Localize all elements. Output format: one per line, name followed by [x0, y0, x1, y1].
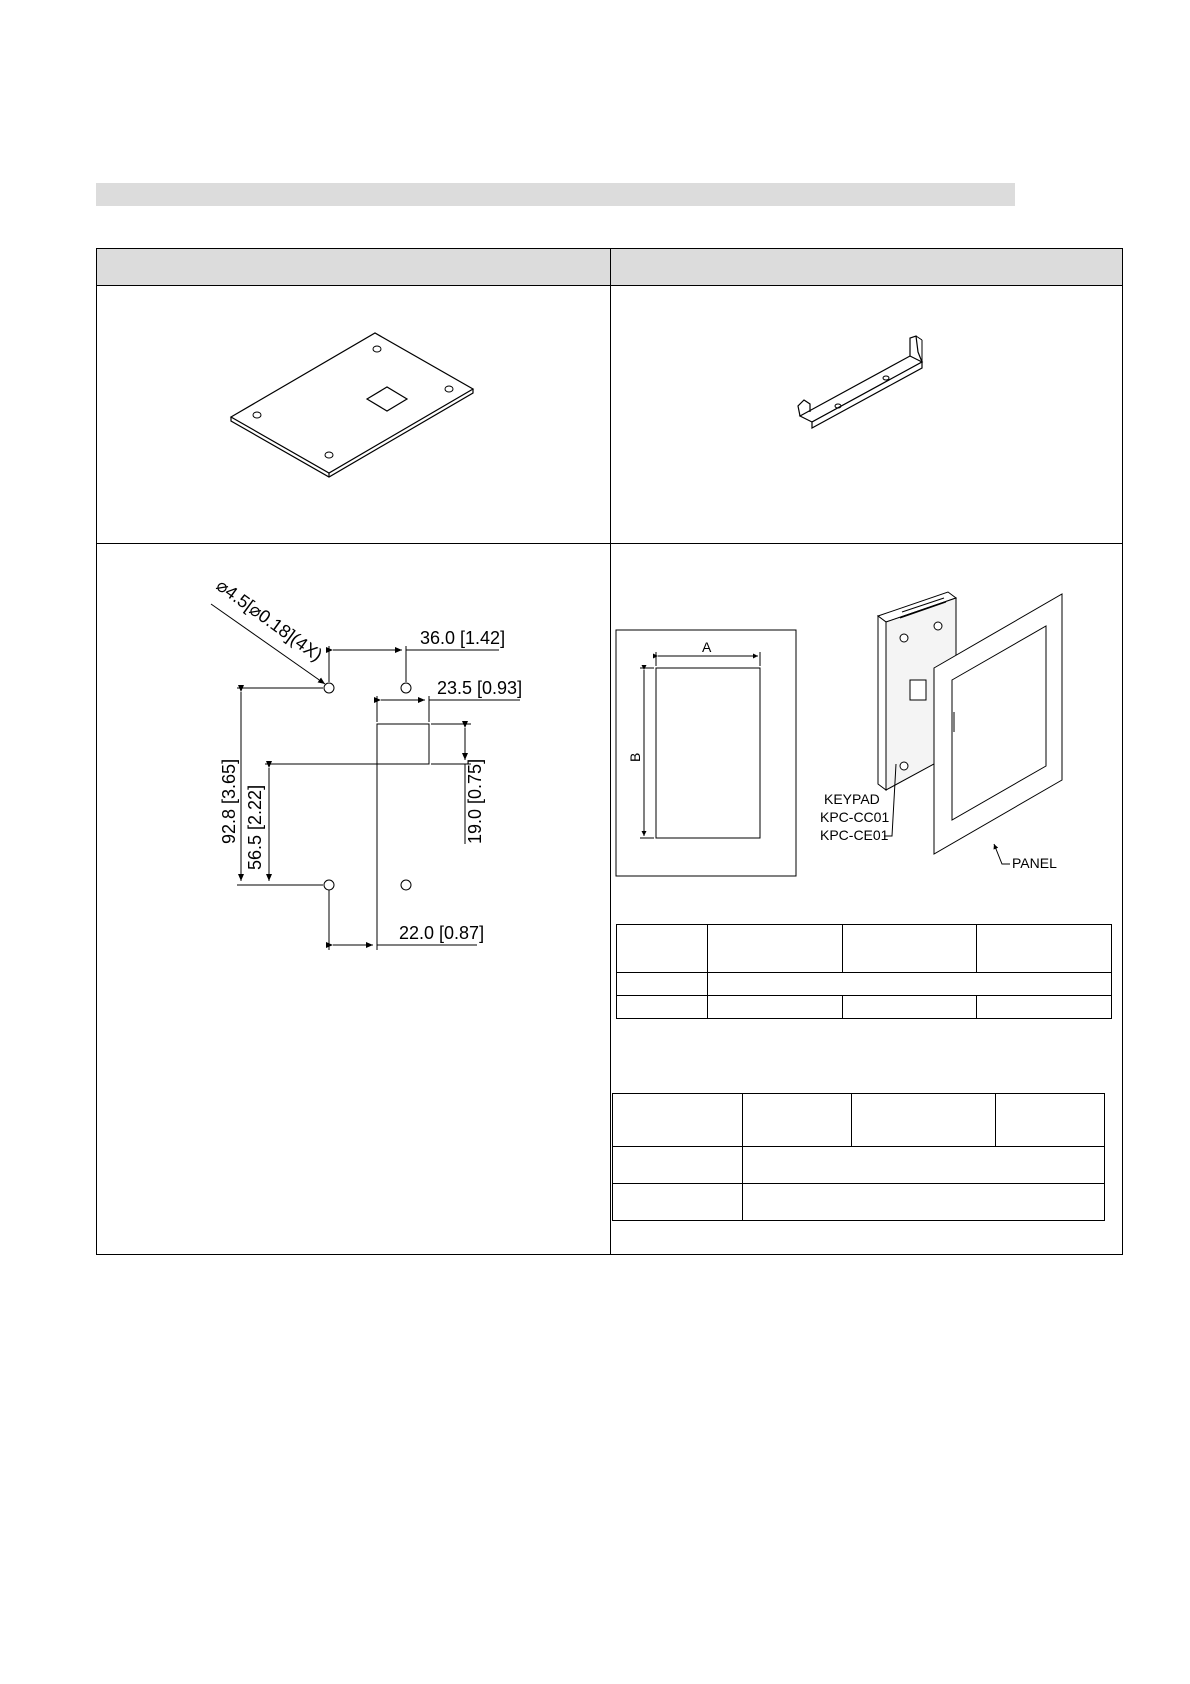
dim-23-5-label: 23.5 [0.93]	[437, 678, 523, 698]
table-cell	[743, 1147, 1105, 1184]
dim-56-5-label: 56.5 [2.22]	[245, 784, 265, 870]
keypad-label: KEYPAD	[824, 791, 880, 807]
mounting-dimension-drawing	[97, 544, 610, 964]
table-cell	[617, 973, 708, 996]
table-cell	[613, 1147, 743, 1184]
table-cell	[613, 1184, 743, 1221]
cutout-dimension-table	[616, 924, 1112, 1019]
mounting-bracket-image	[790, 334, 940, 444]
table-cell	[977, 996, 1112, 1019]
mounting-plate-image	[227, 329, 487, 479]
dim-19-0-label: 19.0 [0.75]	[465, 758, 485, 844]
cutout-spec-table	[612, 1093, 1105, 1221]
dim-36-label: 36.0 [1.42]	[420, 628, 506, 648]
table-cell	[707, 925, 842, 973]
cutout-height-label: B	[627, 752, 643, 762]
table-cell	[977, 925, 1112, 973]
accessory-table	[96, 248, 1123, 1255]
table-cell	[617, 925, 708, 973]
table-cell	[842, 996, 977, 1019]
table-cell	[743, 1094, 852, 1147]
keypad-model-1: KPC-CC01	[820, 809, 890, 825]
dim-22-0-label: 22.0 [0.87]	[399, 923, 485, 943]
table-cell	[996, 1094, 1105, 1147]
table-cell	[707, 996, 842, 1019]
table-cell	[613, 1094, 743, 1147]
panel-label: PANEL	[1012, 855, 1057, 871]
keypad-model-2: KPC-CE01	[820, 827, 889, 843]
table-cell	[852, 1094, 996, 1147]
table-cell	[842, 925, 977, 973]
section-title-bar	[96, 183, 1015, 206]
hole-dimension-label: ⌀4.5[⌀0.18](4X)	[212, 575, 327, 666]
table-cell	[707, 973, 1111, 996]
table-cell	[617, 996, 708, 1019]
table-cell	[743, 1184, 1105, 1221]
dim-92-8-label: 92.8 [3.65]	[219, 758, 239, 844]
panel-cutout-drawing	[610, 544, 1123, 871]
cutout-width-label: A	[702, 639, 712, 655]
